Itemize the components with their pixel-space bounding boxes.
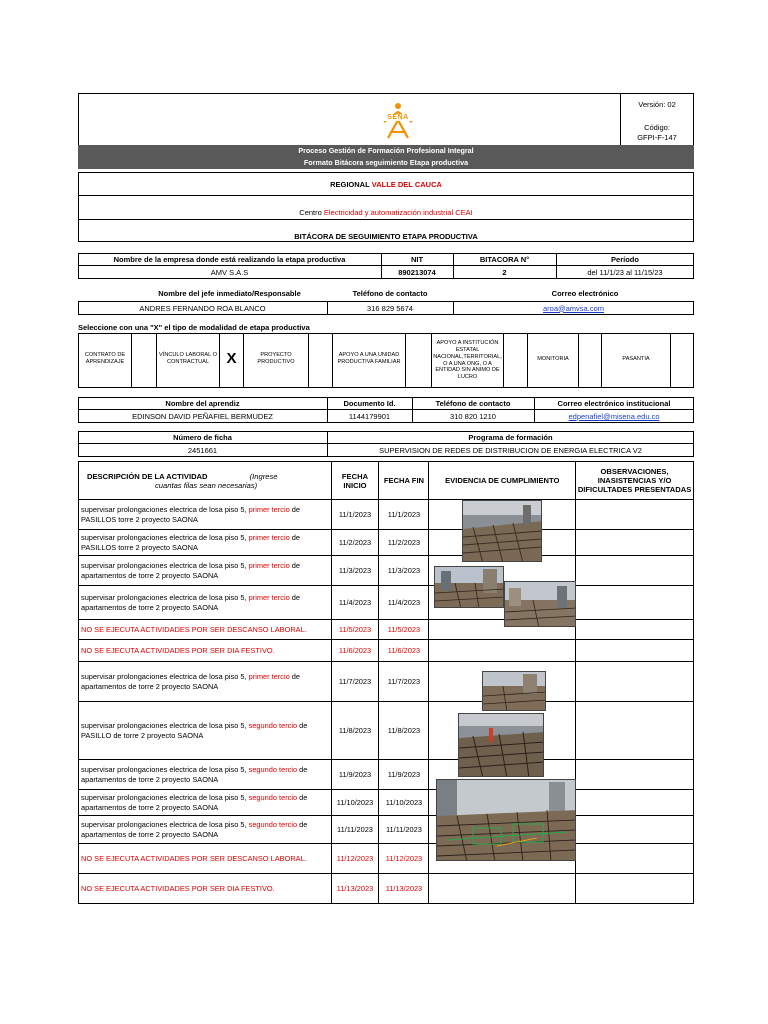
- activity-highlight: primer tercio: [248, 593, 290, 603]
- activity-row: [79, 530, 694, 556]
- activity-description: [79, 530, 332, 556]
- activity-row: [79, 844, 694, 874]
- option-vinculo-laboral: VÍNCULO LABORAL O CONTRACTUAL: [159, 352, 217, 365]
- regional-value: VALLE DEL CAUCA: [371, 179, 442, 189]
- boss-email-header: Correo electrónico: [551, 288, 619, 298]
- activities-body: [79, 500, 694, 904]
- activity-description: [79, 556, 332, 586]
- bitacora-value: 2: [502, 268, 507, 277]
- nit-header: NIT: [410, 255, 424, 264]
- apprentice-name-header: Nombre del aprendiz: [165, 399, 240, 408]
- activity-end-date: 11/10/2023: [379, 790, 429, 816]
- code-value: GFPI-F-147: [637, 132, 677, 142]
- option-monitoria: MONITORIA: [537, 355, 569, 362]
- option-mark-x[interactable]: X: [226, 350, 237, 367]
- activity-start-date: 11/13/2023: [331, 874, 379, 904]
- period-header: Período: [611, 255, 639, 264]
- activity-observations: [576, 844, 694, 874]
- boss-email-link[interactable]: aroa@amvsa.com: [543, 303, 604, 313]
- evidence-photo-5: [458, 713, 544, 777]
- sena-logo: [378, 100, 418, 140]
- option-unidad-familiar: APOYO A UNA UNIDAD PRODUCTIVA FAMILIAR: [337, 352, 401, 365]
- activity-start-date: 11/10/2023: [331, 790, 379, 816]
- company-name: AMV S.A.S: [210, 268, 249, 277]
- activity-observations: [576, 530, 694, 556]
- activity-text-end: de PASILLO de torre 2 proyecto SAONA: [81, 721, 308, 740]
- activity-description: [79, 844, 332, 874]
- activity-description: [79, 586, 332, 620]
- activities-header-row: [79, 462, 694, 500]
- activity-text: supervisar prolongaciones electrica de losa piso 5,: [81, 672, 249, 682]
- activity-text-end: de apartamentos de torre 2 proyecto SAONA: [81, 793, 308, 812]
- evidence-photo-4: [482, 671, 546, 711]
- activity-text: supervisar prolongaciones electrica de losa piso 5,: [81, 721, 249, 731]
- activity-highlight: segundo tercio: [248, 820, 298, 830]
- activity-highlight: primer tercio: [248, 672, 290, 682]
- activity-text: NO SE EJECUTA ACTIVIDADES POR SER DIA FESTIVO.: [81, 645, 275, 655]
- period-value: del 11/1/23 al 11/15/23: [587, 268, 663, 277]
- activity-observations: [576, 500, 694, 530]
- activity-text-end: de PASILLOS torre 2 proyecto SAONA: [81, 505, 300, 524]
- activity-start-date: 11/3/2023: [331, 556, 379, 586]
- construction-photo-icon: [435, 567, 504, 608]
- activity-text: supervisar prolongaciones electrica de losa piso 5,: [81, 561, 249, 571]
- activity-highlight: primer tercio: [248, 561, 290, 571]
- modality-prompt: Seleccione con una "X" el tipo de modalidad de etapa productiva: [78, 323, 310, 332]
- option-pasantia: PASANTIA: [622, 355, 650, 362]
- activity-start-date: 11/8/2023: [331, 702, 379, 760]
- activity-end-date: 11/2/2023: [379, 530, 429, 556]
- construction-photo-icon: [463, 501, 542, 562]
- activity-highlight: primer tercio: [248, 533, 290, 543]
- activity-end-date: 11/12/2023: [379, 844, 429, 874]
- activity-highlight: segundo tercio: [248, 721, 298, 731]
- activity-observations: [576, 790, 694, 816]
- activity-observations: [576, 662, 694, 702]
- ficha-value: 2451661: [187, 446, 218, 455]
- activity-text-end: de apartamentos de torre 2 proyecto SAONA: [81, 765, 308, 784]
- option-institucion-estatal: APOYO A INSTITUCIÓN ESTATAL NACIONAL,TERRITORIAL, O A UNA ONG, O A ENTIDAD SIN ANIMO DE LUCRO: [433, 340, 502, 380]
- boss-phone-header: Teléfono de contacto: [352, 288, 428, 298]
- activity-end-date: 11/4/2023: [379, 586, 429, 620]
- construction-photo-icon: [459, 714, 544, 777]
- activity-start-date: 11/4/2023: [331, 586, 379, 620]
- regional-label: REGIONAL: [330, 179, 370, 189]
- activity-start-date: 11/1/2023: [331, 500, 379, 530]
- activity-observations: [576, 620, 694, 640]
- activity-text: supervisar prolongaciones electrica de losa piso 5,: [81, 820, 249, 830]
- version-label: Versión: 02: [638, 99, 676, 109]
- activity-row: [79, 874, 694, 904]
- activity-row: [79, 702, 694, 760]
- construction-photo-icon: [505, 582, 576, 627]
- activity-row: [79, 662, 694, 702]
- construction-photo-icon: [483, 672, 546, 711]
- apprentice-name: EDINSON DAVID PEÑAFIEL BERMUDEZ: [132, 412, 273, 421]
- evidence-photo-1: [462, 500, 542, 562]
- activity-observations: [576, 640, 694, 662]
- process-title: Proceso Gestión de Formación Profesional Integral: [78, 145, 694, 157]
- evidence-photo-2: [434, 566, 504, 608]
- activity-row: [79, 790, 694, 816]
- activity-description: [79, 874, 332, 904]
- activity-text-end: de apartamentos de torre 2 proyecto SAONA: [81, 593, 300, 612]
- apprentice-doc-header: Documento Id.: [343, 399, 396, 408]
- activity-start-date: 11/6/2023: [331, 640, 379, 662]
- activity-evidence: [429, 874, 576, 904]
- activity-end-date: 11/3/2023: [379, 556, 429, 586]
- centro-line: [78, 206, 694, 218]
- activity-observations: [576, 702, 694, 760]
- apprentice-email-link[interactable]: edpenafiel@misena.edu.co: [568, 412, 660, 421]
- activity-observations: [576, 874, 694, 904]
- centro-value: Electricidad y automatización industrial CEAI: [323, 207, 473, 217]
- observations-header: OBSERVACIONES, INASISTENCIAS Y/O DIFICULTADES PRESENTADAS: [576, 462, 694, 500]
- activity-description: [79, 662, 332, 702]
- desc-note-2: cuantas filas sean necesarias): [155, 480, 258, 490]
- activities-table: [78, 461, 694, 904]
- doc-title: BITÁCORA DE SEGUIMIENTO ETAPA PRODUCTIVA: [294, 231, 478, 241]
- activity-observations: [576, 816, 694, 844]
- company-name-header: Nombre de la empresa donde está realizando la etapa productiva: [113, 255, 346, 264]
- regional-line: [78, 178, 694, 190]
- activity-description: [79, 500, 332, 530]
- activity-row: [79, 556, 694, 586]
- evidence-photo-6: [436, 779, 576, 861]
- evidence-photo-3: [504, 581, 576, 627]
- apprentice-phone: 310 820 1210: [450, 412, 496, 421]
- activity-start-date: 11/7/2023: [331, 662, 379, 702]
- program-value: SUPERVISION DE REDES DE DISTRIBUCION DE ENERGIA ELECTRICA V2: [379, 446, 642, 455]
- activity-observations: [576, 760, 694, 790]
- activity-description: [79, 620, 332, 640]
- activity-observations: [576, 586, 694, 620]
- desc-header: DESCRIPCIÓN DE LA ACTIVIDAD (Ingrese cuantas filas sean necesarias): [79, 462, 332, 500]
- activity-description: [79, 816, 332, 844]
- activity-text: supervisar prolongaciones electrica de losa piso 5,: [81, 593, 249, 603]
- option-contrato-aprendizaje: CONTRATO DE APRENDIZAJE: [84, 352, 126, 365]
- apprentice-email-header: Correo electrónico institucional: [557, 399, 671, 408]
- activity-end-date: 11/9/2023: [379, 760, 429, 790]
- activity-description: [79, 640, 332, 662]
- activity-highlight: segundo tercio: [248, 765, 298, 775]
- activity-description: [79, 702, 332, 760]
- activity-row: [79, 760, 694, 790]
- activity-highlight: primer tercio: [248, 505, 290, 515]
- activity-end-date: 11/13/2023: [379, 874, 429, 904]
- activity-end-date: 11/6/2023: [379, 640, 429, 662]
- activity-text: supervisar prolongaciones electrica de losa piso 5,: [81, 505, 249, 515]
- evidence-header: EVIDENCIA DE CUMPLIMIENTO: [429, 462, 576, 500]
- activity-start-date: 11/5/2023: [331, 620, 379, 640]
- activity-end-date: 11/5/2023: [379, 620, 429, 640]
- activity-row: [79, 620, 694, 640]
- activity-text: supervisar prolongaciones electrica de losa piso 5,: [81, 533, 249, 543]
- activity-text: supervisar prolongaciones electrica de losa piso 5,: [81, 793, 249, 803]
- activity-observations: [576, 556, 694, 586]
- activity-text: NO SE EJECUTA ACTIVIDADES POR SER DESCANSO LABORAL.: [81, 853, 307, 863]
- boss-name: ANDRES FERNANDO ROA BLANCO: [139, 303, 266, 313]
- activity-end-date: 11/8/2023: [379, 702, 429, 760]
- activity-text: NO SE EJECUTA ACTIVIDADES POR SER DIA FESTIVO.: [81, 883, 275, 893]
- program-header: Programa de formación: [468, 433, 553, 442]
- start-header: FECHA INICIO: [331, 462, 379, 500]
- activity-text: supervisar prolongaciones electrica de losa piso 5,: [81, 765, 249, 775]
- bitacora-header: BITACORA N°: [479, 255, 530, 264]
- ficha-header: Número de ficha: [173, 433, 232, 442]
- desc-note-1: (Ingrese: [249, 471, 278, 481]
- construction-photo-icon: [437, 780, 576, 861]
- activity-row: [79, 816, 694, 844]
- option-proyecto-productivo: PROYECTO PRODUCTIVO: [257, 352, 295, 365]
- activity-row: [79, 586, 694, 620]
- nit-value: 890213074: [398, 268, 436, 277]
- activity-description: [79, 760, 332, 790]
- activity-start-date: 11/9/2023: [331, 760, 379, 790]
- activity-text: NO SE EJECUTA ACTIVIDADES POR SER DESCANSO LABORAL.: [81, 624, 307, 634]
- code-label: Código:: [644, 122, 670, 132]
- activity-start-date: 11/12/2023: [331, 844, 379, 874]
- activity-text-end: de apartamentos de torre 2 proyecto SAONA: [81, 672, 300, 691]
- activity-start-date: 11/2/2023: [331, 530, 379, 556]
- activity-start-date: 11/11/2023: [331, 816, 379, 844]
- activity-row: [79, 640, 694, 662]
- boss-name-header: Nombre del jefe inmediato/Responsable: [158, 288, 301, 298]
- activity-end-date: 11/11/2023: [379, 816, 429, 844]
- end-header: FECHA FIN: [379, 462, 429, 500]
- centro-label: Centro: [299, 207, 322, 217]
- activity-evidence: [429, 640, 576, 662]
- activity-end-date: 11/1/2023: [379, 500, 429, 530]
- apprentice-doc: 1144179901: [348, 412, 391, 421]
- activity-description: [79, 790, 332, 816]
- apprentice-phone-header: Teléfono de contacto: [435, 399, 511, 408]
- activity-highlight: segundo tercio: [248, 793, 298, 803]
- format-title: Formato Bitácora seguimiento Etapa productiva: [78, 157, 694, 169]
- activity-row: [79, 500, 694, 530]
- activity-end-date: 11/7/2023: [379, 662, 429, 702]
- activity-text-end: de apartamentos de torre 2 proyecto SAONA: [81, 820, 308, 839]
- activity-text-end: de PASILLOS torre 2 proyecto SAONA: [81, 533, 300, 552]
- boss-phone: 316 829 5674: [367, 303, 413, 313]
- activity-text-end: de apartamentos de torre 2 proyecto SAONA: [81, 561, 300, 580]
- sena-logo-text: SENA: [382, 114, 414, 121]
